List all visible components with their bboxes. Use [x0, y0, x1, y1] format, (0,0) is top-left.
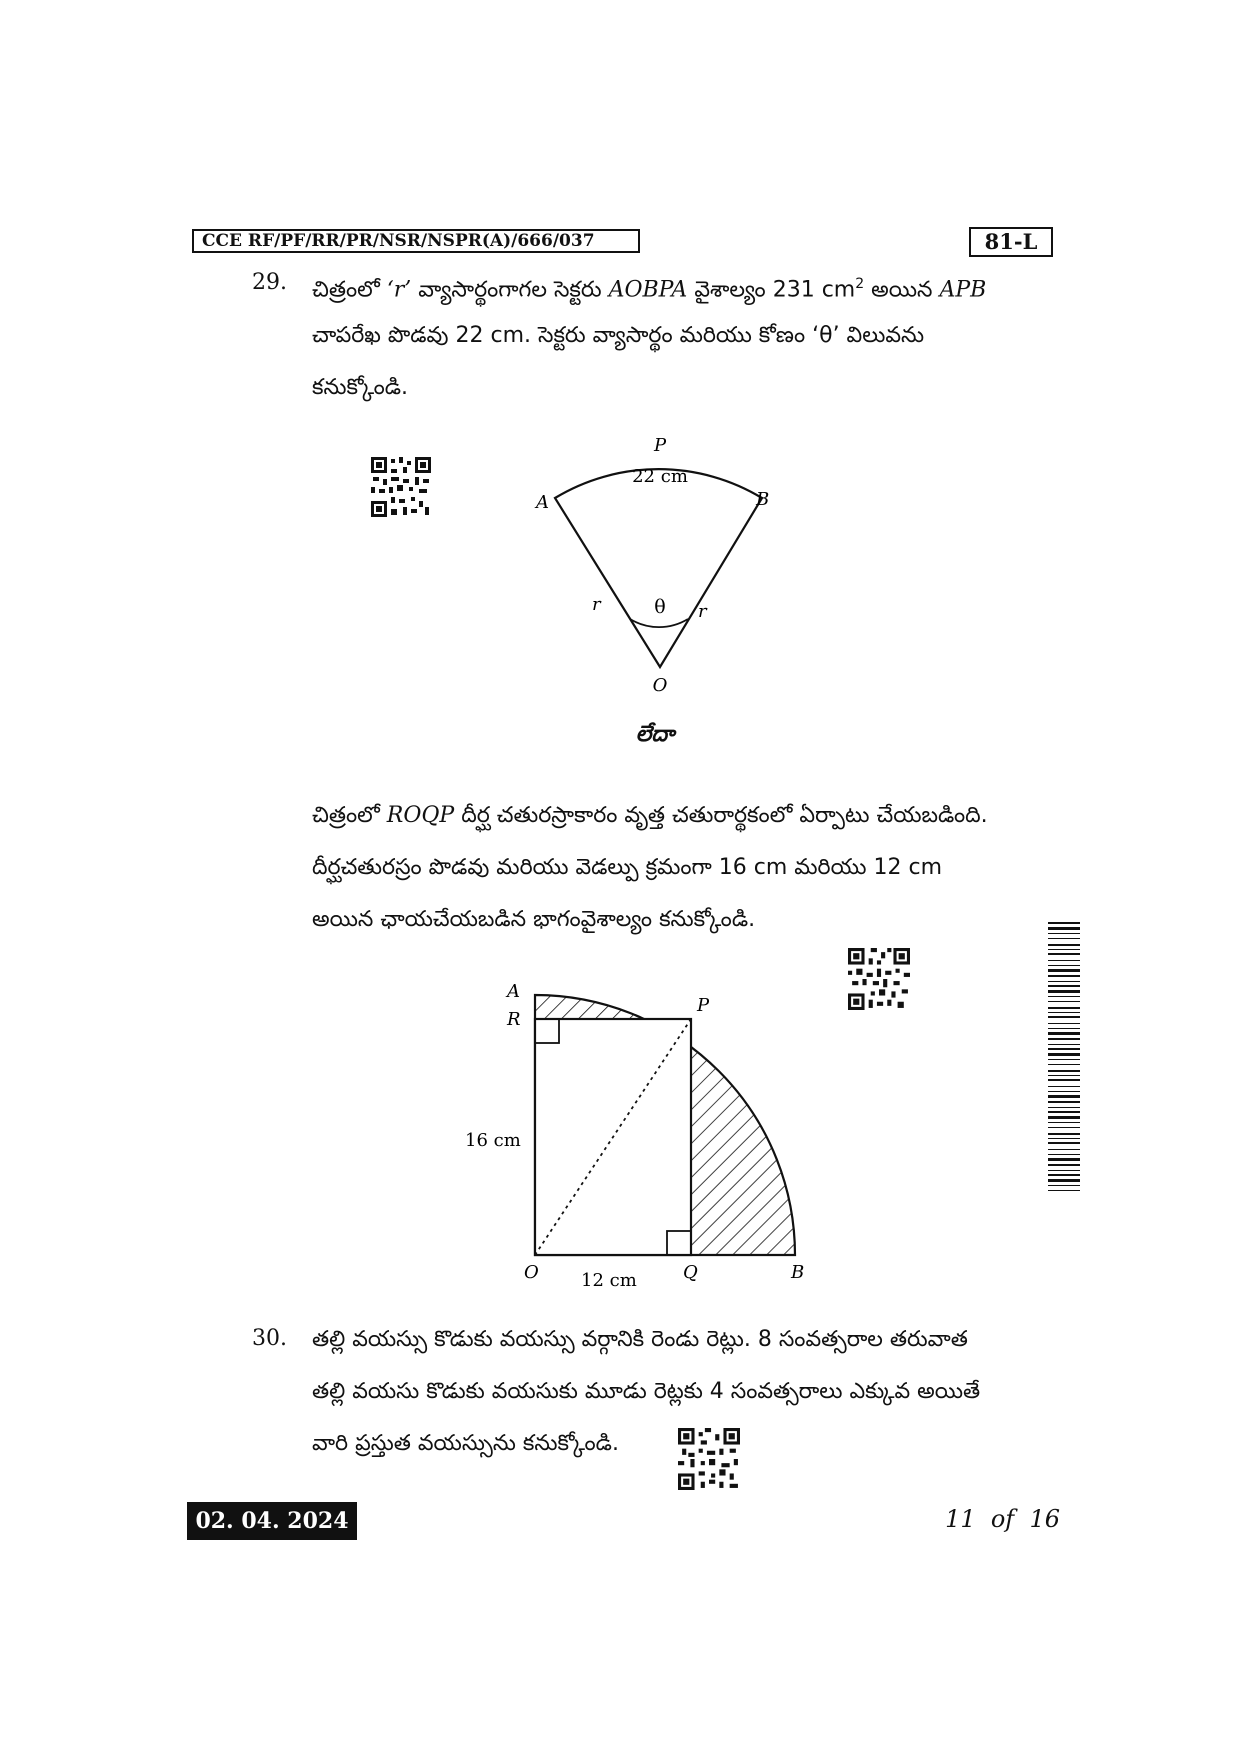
- exam-date-badge: 02. 04. 2024: [187, 1502, 357, 1540]
- q29-text-part: చిత్రంలో: [312, 277, 387, 303]
- question-29-alt-line-3: అయిన ఛాయచేయబడిన భాగంవైశాల్యం కనుక్కోండి.: [312, 907, 756, 932]
- quadrant-figure: [455, 955, 855, 1305]
- label-B: B: [756, 489, 770, 510]
- q29-text-part: వ్యాసార్థంగాగల సెక్టరు: [411, 277, 609, 303]
- label-12cm: 12 cm: [581, 1270, 637, 1291]
- question-30-line-1: తల్లి వయస్సు కొడుకు వయస్సు వర్గానికి రెండు రెట్లు. 8 సంవత్సరాల తరువాత: [312, 1327, 968, 1352]
- label-P: P: [697, 995, 710, 1016]
- question-29-alt-line-1: [312, 790, 1057, 842]
- paper-code-label: 81-L: [969, 227, 1053, 257]
- question-29-line-2: చాపరేఖ పొడవు 22 cm. సెక్టరు వ్యాసార్థం మరియు కోణం ‘θ’ విలువను: [312, 323, 925, 348]
- question-30-number: 30.: [252, 1326, 287, 1351]
- label-r-right: r: [698, 601, 707, 622]
- question-29-line-1: [312, 258, 1057, 310]
- question-29-alt-text: [312, 790, 1057, 946]
- label-theta: θ: [654, 596, 666, 618]
- q29-superscript: 2: [855, 276, 865, 292]
- question-29-line-3: కనుక్కోండి.: [312, 375, 409, 400]
- qr-code-icon: [678, 1428, 740, 1490]
- barcode-icon: [1048, 922, 1080, 1194]
- qr-code-icon: [848, 948, 910, 1010]
- label-Q: Q: [683, 1262, 698, 1283]
- label-R: R: [507, 1009, 521, 1030]
- question-30-line-2: తల్లి వయసు కొడుకు వయసుకు మూడు రెట్లకు 4 సంవత్సరాలు ఎక్కువ అయితే: [312, 1379, 981, 1404]
- q29-alt-text-part: దీర్ఘ చతురస్రాకారం వృత్త చతురార్థకంలో ఏర్పాటు చేయబడింది.: [454, 803, 988, 828]
- q29-var-r: ‘r’: [386, 277, 412, 303]
- label-r-left: r: [592, 594, 601, 615]
- theta-angle-arc: [630, 619, 688, 627]
- q29-var-roqp: ROQP: [386, 803, 455, 828]
- page-number: 11 of 16: [945, 1505, 1060, 1533]
- q29-var-aobpa: AOBPA: [608, 277, 688, 303]
- exam-code-label: CCE RF/PF/RR/PR/NSR/NSPR(A)/666/037: [192, 229, 640, 253]
- sector-figure: [520, 425, 780, 695]
- q29-text-part: అయిన: [864, 277, 940, 303]
- q29-text-part: వైశాల్యం 231 cm: [687, 277, 856, 303]
- q29-alt-text-part: చిత్రంలో: [312, 803, 387, 828]
- label-B: B: [791, 1262, 805, 1283]
- label-O: O: [524, 1262, 539, 1283]
- label-arc-length: 22 cm: [632, 466, 688, 487]
- sector-outline: [555, 469, 762, 667]
- label-16cm: 16 cm: [465, 1130, 521, 1151]
- question-29-number: 29.: [252, 270, 287, 295]
- question-29-alt-line-2: దీర్ఘచతురస్రం పొడవు మరియు వెడల్పు క్రమంగా 16 cm మరియు 12 cm: [312, 855, 943, 880]
- qr-code-icon: [371, 457, 431, 517]
- label-O: O: [652, 675, 668, 695]
- or-separator: లేదా: [635, 722, 675, 747]
- label-P: P: [653, 435, 667, 456]
- question-30-line-3: వారి ప్రస్తుత వయస్సును కనుక్కోండి.: [312, 1431, 619, 1456]
- question-29-text: [312, 258, 1057, 414]
- label-A: A: [536, 492, 549, 513]
- label-A: A: [507, 981, 520, 1002]
- q29-var-apb: APB: [939, 277, 987, 303]
